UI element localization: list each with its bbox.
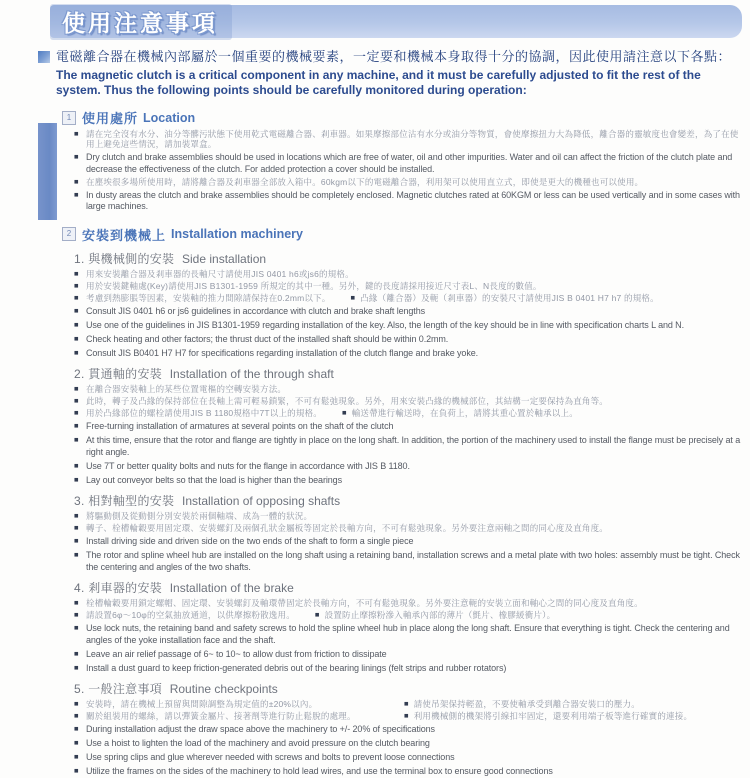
note-square-icon xyxy=(38,51,50,63)
subsection-brake-bullets xyxy=(74,598,744,674)
subsection-number: 3. xyxy=(74,494,85,508)
subsection-number: 4. xyxy=(74,581,85,595)
subsection-title-zh: 剎車器的安裝 xyxy=(88,581,163,595)
bullet-item: ■ Consult JIS 0401 h6 or js6 guidelines in accordance with clutch and brake shaft lengths xyxy=(74,305,744,318)
section-location-title-zh: 使用處所 xyxy=(82,111,139,126)
bullet-item: ■ 轉子、栓槽輪轂要用固定環、安裝螺釘及兩個孔狀金屬板等固定於長軸方向，不可有鬆弛現象。另外要注意兩軸之間的同心度及直角度。 xyxy=(74,523,744,534)
bullet-item: ■ In dusty areas the clutch and brake assemblies should be completely enclosed. Magnetic clutches rated at 60KGM or less can be used vertically and in some cases with large machines. xyxy=(74,189,744,213)
left-margin-tab xyxy=(38,123,57,220)
subsection-number: 1. xyxy=(74,251,85,266)
bullet-item: ■ 關於組裝用的螺絲，請以彈簧金屬片、接著劑等進行防止鬆脫的處理。 ■ 利用機械側的機架將引線扣牢固定，還要利用端子板等進行確實的連接。 xyxy=(74,711,744,722)
section-2-number-icon: 2 xyxy=(62,227,76,241)
subsection-number: 5. xyxy=(74,682,85,696)
subsection-side-installation-header xyxy=(74,250,744,267)
bullet-item: ■ Use 7T or better quality bolts and nuts for the flange in accordance with JIS B 1180. xyxy=(74,460,744,473)
document-content xyxy=(62,108,744,778)
bullet-item: ■ Install a dust guard to keep friction-generated debris out of the bearing linings (felt strips and rubber rotators) xyxy=(74,662,744,675)
subsection-title-zh: 一般注意事項 xyxy=(88,682,163,696)
section-location-title-en: Location xyxy=(143,110,196,125)
bullet-item: ■ At this time, ensure that the rotor and flange are tightly in place on the long shaft. In addition, the portion of the machinery used to install the flange must be precisely at a right angle. xyxy=(74,434,744,458)
bullet-item: ■ 在離合器安裝軸上的某些位置電樞的空轉安裝方法。 xyxy=(74,384,744,395)
subsection-opposing-shafts-bullets xyxy=(74,511,744,573)
subsection-through-shaft-header xyxy=(74,365,744,382)
bullet-item: ■ 安裝時，請在機械上預留與間隙調整為規定值的±20%以內。 ■ 請使吊架保持輕盈，不要使軸承受到離合器安裝口的壓力。 xyxy=(74,699,744,710)
subsection-title-en: Installation of opposing shafts xyxy=(182,494,341,508)
subsection-side-installation-bullets xyxy=(74,269,744,360)
subsection-opposing-shafts-header xyxy=(74,492,744,509)
page-title-banner xyxy=(50,5,742,38)
bullet-item: ■ Use spring clips and glue wherever needed with screws and bolts to prevent loose connections xyxy=(74,751,744,764)
bullet-item: ■ 用於凸緣部位的螺栓請使用JIS B 1180規格中7T以上的規格。 ■ 輸送帶進行輸送時，在負荷上，請將其重心置於軸承以上。 xyxy=(74,408,744,419)
section-location-bullets xyxy=(74,129,744,213)
subsection-title-en: Installation of the brake xyxy=(169,581,294,595)
subsection-title-en: Side installation xyxy=(182,251,267,266)
bullet-item: ■ Use lock nuts, the retaining band and safety screws to hold the spline wheel hub in place along the long shaft. Ensure that everything is tight. Check the centering and angles of the yoke installation face and the shaft. xyxy=(74,622,744,646)
bullet-item: ■ Check heating and other factors; the thrust duct of the installed shaft should be within 0.2mm. xyxy=(74,333,744,346)
subsection-number: 2. xyxy=(74,367,85,381)
bullet-item: ■ During installation adjust the draw space above the machinery to +/- 20% of specifications xyxy=(74,723,744,736)
bullet-item: ■ Install driving side and driven side on the two ends of the shaft to form a single piece xyxy=(74,535,744,548)
subsection-brake-header xyxy=(74,579,744,596)
bullet-item: ■ 在塵埃很多場所使用時，請將離合器及剎車器全部放入箱中。60kgm以下的電磁離合器，利用架可以使用直立式，即使是更大的機種也可以使用。 xyxy=(74,177,744,188)
section-installation-header xyxy=(62,225,744,244)
intro-text-zh: 電磁離合器在機械內部屬於一個重要的機械要素，一定要和機械本身取得十分的協調，因此使用請注意以下各點： xyxy=(56,49,732,64)
bullet-item: ■ 用於安裝鍵軸處(Key)請使用JIS B1301-1959 所規定的其中一種。另外，鍵的長度請採用接近尺寸表L、N長度的數值。 xyxy=(74,281,744,292)
bullet-item: ■ 考慮到熱膨脹等因素，安裝軸的推力間隙請保持在0.2mm以下。 ■ 凸緣（離合器）及軛（剎車器）的安裝尺寸請使用JIS B 0401 H7 h7 的規格。 xyxy=(74,293,744,304)
section-location-header xyxy=(62,108,744,127)
bullet-item: ■ 請在完全沒有水分、油分等髒污狀態下使用乾式電磁離合器、剎車器。如果摩擦部位沾有水分或油分等物質，會使摩擦扭力大為降低，離合器的靈敏度也會變差，為了在使用上避免這些情況，請加裝罩盒。 xyxy=(74,129,744,150)
bullet-item: ■ 此時，轉子及凸緣的保持部位在長軸上需可輕易鎖緊，不可有鬆弛現象。另外，用來安裝凸緣的機械部位，其結構一定要保持為直角等。 xyxy=(74,396,744,407)
subsection-title-en: Installation of the through shaft xyxy=(169,367,334,381)
intro-text-en: The magnetic clutch is a critical component in any machine, and it must be carefully adjusted to fit the rest of the system. Thus the following points should be carefully monitored during operation: xyxy=(56,68,701,97)
subsection-title-zh: 與機械側的安裝 xyxy=(88,251,175,266)
bullet-item: ■ Free-turning installation of armatures at several points on the shaft of the clutch xyxy=(74,420,744,433)
subsection-title-zh: 貫通軸的安裝 xyxy=(88,367,163,381)
section-installation-title-zh: 安裝到機械上 xyxy=(82,227,167,243)
bullet-item: ■ Consult JIS B0401 H7 H7 for specifications regarding installation of the clutch flange and brake yoke. xyxy=(74,347,744,360)
bullet-item: ■ Utilize the frames on the sides of the machinery to hold lead wires, and use the terminal box to ensure good connections xyxy=(74,765,744,778)
subsection-through-shaft-bullets xyxy=(74,384,744,486)
bullet-item: ■ 用來安裝離合器及剎車器的長軸尺寸請使用JIS 0401 h6或js6的規格。 xyxy=(74,269,744,280)
page-title: 使用注意事項 xyxy=(50,4,232,40)
intro-note xyxy=(38,49,740,98)
bullet-item: ■ Lay out conveyor belts so that the load is higher than the bearings xyxy=(74,474,744,487)
bullet-item: ■ 請設置6φ～10φ的空氣抽放通道，以供摩擦粉散逸用。 ■ 設置防止摩擦粉滲入軸承內部的薄片（氈片、橡膠緩衝片）。 xyxy=(74,610,744,621)
section-1-number-icon: 1 xyxy=(62,111,76,125)
intro-row xyxy=(38,49,740,65)
bullet-item: ■ Dry clutch and brake assemblies should be used in locations which are free of water, oil and other impurities. Water and oil can affect the friction of the clutch plate and decrease the effectiveness of the clutch. For added protection a cover should be installed. xyxy=(74,151,744,175)
subsection-title-zh: 相對軸型的安裝 xyxy=(88,494,175,508)
subsection-routine-checkpoints-bullets xyxy=(74,699,744,778)
bullet-item: ■ Use one of the guidelines in JIS B1301-1959 regarding installation of the key. Also, the length of the key should be in line with specification charts L and N. xyxy=(74,319,744,332)
bullet-item: ■ Use a hoist to lighten the load of the machinery and avoid pressure on the clutch bearing xyxy=(74,737,744,750)
bullet-item: ■ 栓槽輪轂要用鎖定螺帽、固定環、安裝螺釘及軸環帶固定於長軸方向，不可有鬆弛現象。另外要注意軛的安裝立面和軸心之間的同心度及直角度。 xyxy=(74,598,744,609)
subsection-title-en: Routine checkpoints xyxy=(169,682,278,696)
subsection-routine-checkpoints-header xyxy=(74,680,744,697)
bullet-item: ■ The rotor and spline wheel hub are installed on the long shaft using a retaining band, installation screws and a metal plate with two holes: assembly must be tight. Check the centering and angles of the two shafts. xyxy=(74,549,744,573)
bullet-item: ■ 將驅動側及從動側分別安裝於兩個軸端、成為一體的狀況。 xyxy=(74,511,744,522)
section-installation-title-en: Installation machinery xyxy=(171,227,303,241)
bullet-item: ■ Leave an air relief passage of 6~ to 10~ to allow dust from friction to dissipate xyxy=(74,648,744,661)
